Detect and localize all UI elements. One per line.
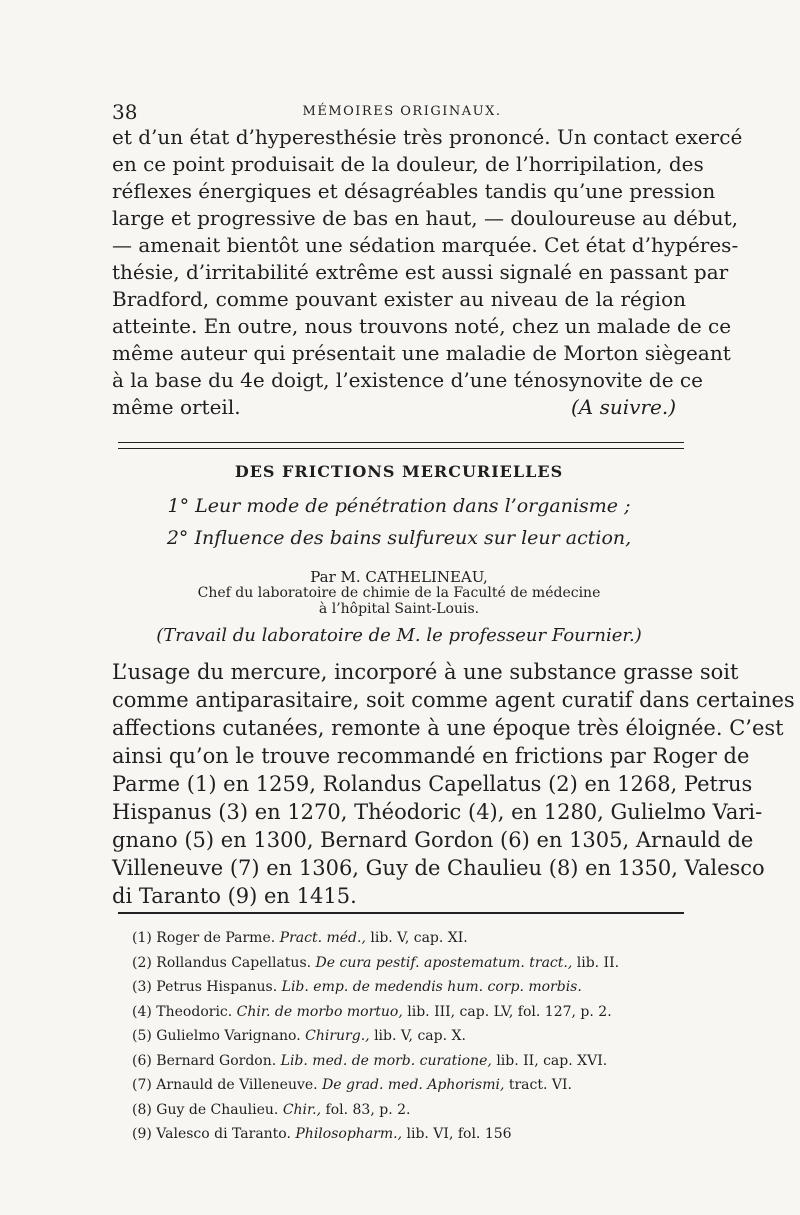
footnote-author: Roger de Parme. <box>156 930 276 946</box>
text-line: réflexes énergiques et désagréables tandis qu’une pression <box>112 179 716 203</box>
page-number: 38 <box>112 100 138 124</box>
section-divider <box>118 448 684 449</box>
to-be-continued: (A suivre.) <box>571 395 676 419</box>
footnote-number: (7) <box>132 1077 152 1093</box>
author-affiliation: à l’hôpital Saint-Louis. <box>318 601 480 617</box>
running-header <box>112 100 692 124</box>
footnote-reference: Philosopharm., <box>295 1126 403 1142</box>
footnote-number: (1) <box>132 930 152 946</box>
footnote-number: (9) <box>132 1126 152 1142</box>
footnote-reference: Lib. emp. de medendis hum. corp. morbis. <box>281 979 582 995</box>
footnote-author: Bernard Gordon. <box>156 1052 277 1069</box>
text-line: thésie, d’irritabilité extrême est aussi signalé en passant par <box>112 260 729 284</box>
footnote-details: lib. V, cap. X. <box>374 1028 466 1044</box>
footnote <box>132 926 692 951</box>
footnote-details: lib. II. <box>576 954 620 971</box>
text-line: L’usage du mercure, incorporé à une substance grasse soit <box>112 660 739 684</box>
footnote-details: lib. VI, fol. 156 <box>406 1126 512 1142</box>
text-line: même auteur qui présentait une maladie de Morton siègeant <box>112 341 731 365</box>
footnote-number: (2) <box>132 954 152 971</box>
footnote-author: Arnauld de Villeneuve. <box>156 1077 318 1093</box>
footnote-number: (8) <box>132 1101 152 1118</box>
footnote <box>132 1098 692 1123</box>
footnote-details: tract. VI. <box>508 1077 572 1093</box>
article-subtitle: 2° Influence des bains sulfureux sur leur action, <box>166 527 632 549</box>
footnote-author: Petrus Hispanus. <box>156 979 278 995</box>
text-line: comme antiparasitaire, soit comme agent curatif dans certaines <box>112 688 795 712</box>
text-line: Villeneuve (7) en 1306, Guy de Chaulieu (8) en 1350, Valesco <box>112 856 765 880</box>
text-line: Parme (1) en 1259, Rolandus Capellatus (2) en 1268, Petrus <box>112 772 753 796</box>
footnote <box>132 1000 692 1025</box>
text-line: large et progressive de bas en haut, — douloureuse au début, <box>112 206 738 230</box>
text-line: en ce point produisait de la douleur, de l’horripilation, des <box>112 152 704 176</box>
text-line: et d’un état d’hyperesthésie très prononcé. Un contact exercé <box>112 125 743 149</box>
footnote-author: Theodoric. <box>156 1003 233 1020</box>
footnote-reference: Pract. méd., <box>279 930 366 946</box>
footnote <box>132 1049 692 1074</box>
section-divider <box>118 442 684 443</box>
footnote-number: (3) <box>132 979 152 995</box>
footnote-number: (4) <box>132 1003 152 1020</box>
footnote-details: lib. V, cap. XI. <box>370 930 468 946</box>
text-line-last <box>112 394 686 421</box>
footnote-separator <box>118 912 684 914</box>
footnote-details: fol. 83, p. 2. <box>325 1101 411 1118</box>
footnote <box>132 951 692 976</box>
footnote <box>132 1073 692 1098</box>
running-title: MÉMOIRES ORIGINAUX. <box>302 104 502 119</box>
footnotes-list <box>132 926 692 1147</box>
footnote-reference: Chir. de morbo mortuo, <box>236 1003 403 1020</box>
footnote-details: lib. III, cap. LV, fol. 127, p. 2. <box>407 1003 612 1020</box>
text-line: à la base du 4e doigt, l’existence d’une ténosynovite de ce <box>112 368 703 392</box>
footnote-reference: De cura pestif. apostematum. tract., <box>315 954 573 971</box>
author-line: Par M. CATHELINEAU, <box>310 568 488 586</box>
text-line: Hispanus (3) en 1270, Théodoric (4), en 1280, Gulielmo Vari- <box>112 800 763 824</box>
footnote <box>132 975 692 1000</box>
text-line: gnano (5) en 1300, Bernard Gordon (6) en 1305, Arnauld de <box>112 828 754 852</box>
footnote-reference: Chir., <box>282 1101 322 1118</box>
author-affiliation: Chef du laboratoire de chimie de la Faculté de médecine <box>197 585 601 601</box>
footnote-author: Valesco di Taranto. <box>156 1126 291 1142</box>
footnote-number: (6) <box>132 1052 152 1069</box>
text-line: affections cutanées, remonte à une époque très éloignée. C’est <box>112 716 784 740</box>
footnote-reference: De grad. med. Aphorismi, <box>322 1077 505 1093</box>
footnote-author: Guy de Chaulieu. <box>156 1101 279 1118</box>
text-line: ainsi qu’on le trouve recommandé en frictions par Roger de <box>112 744 750 768</box>
footnote-reference: Lib. med. de morb. curatione, <box>280 1052 492 1069</box>
article-title: DES FRICTIONS MERCURIELLES <box>234 462 564 481</box>
text-line-last: di Taranto (9) en 1415. <box>112 884 357 908</box>
text-line: atteinte. En outre, nous trouvons noté, chez un malade de ce <box>112 314 732 338</box>
work-attribution: (Travail du laboratoire de M. le professeur Fournier.) <box>156 625 642 646</box>
last-line-text: même orteil. <box>112 395 241 419</box>
footnote <box>132 1122 692 1147</box>
text-line: Bradford, comme pouvant exister au niveau de la région <box>112 287 686 311</box>
footnote-reference: Chirurg., <box>305 1028 370 1044</box>
footnote-details: lib. II, cap. XVI. <box>496 1052 608 1069</box>
footnote-author: Rollandus Capellatus. <box>156 954 312 971</box>
article-body-paragraph <box>112 658 795 910</box>
article-subtitle: 1° Leur mode de pénétration dans l’organisme ; <box>167 495 631 517</box>
previous-article-paragraph <box>112 124 743 421</box>
footnote <box>132 1024 692 1049</box>
footnote-number: (5) <box>132 1028 152 1044</box>
text-line: — amenait bientôt une sédation marquée. Cet état d’hypéres- <box>112 233 739 257</box>
footnote-author: Gulielmo Varignano. <box>156 1028 301 1044</box>
